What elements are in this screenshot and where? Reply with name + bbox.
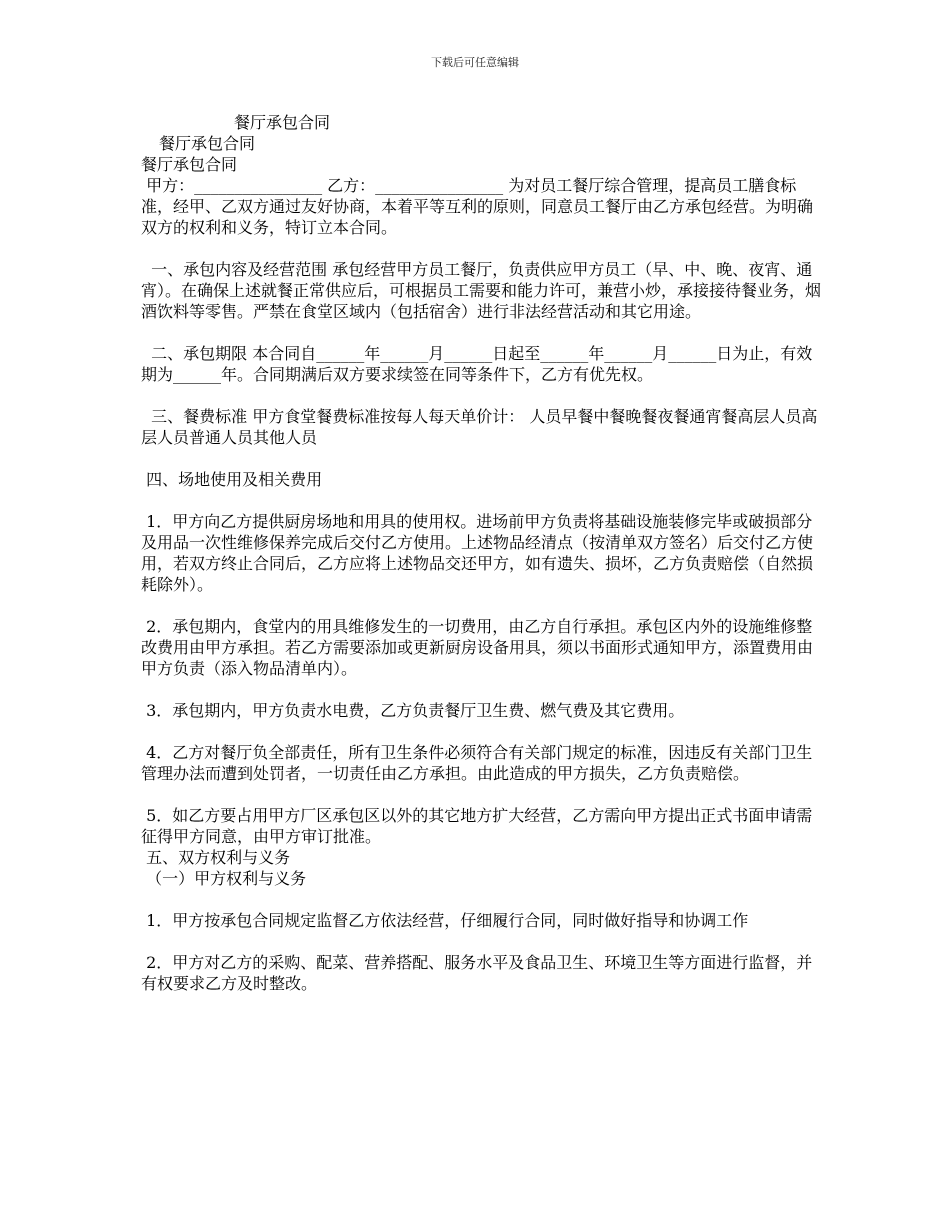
section-5a-item-1: 1．甲方按承包合同规定监督乙方依法经营，仔细履行合同，同时做好指导和协调工作: [141, 911, 749, 930]
page-header-note: 下载后可任意编辑: [431, 56, 519, 69]
section-3-paragraph: 三、餐费标准 甲方食堂餐费标准按每人每天单价计： 人员早餐中餐晚餐夜餐通宵餐高层人员高层人员普通人员其他人员: [141, 407, 818, 447]
section-4-item-3: 3．承包期内，甲方负责水电费，乙方负责餐厅卫生费、燃气费及其它费用。: [141, 701, 685, 720]
section-4-item-5: 5．如乙方要占用甲方厂区承包区以外的其它地方扩大经营，乙方需向甲方提出正式书面申请需征得甲方同意，由甲方审订批准。: [141, 806, 813, 846]
section-4-heading: 四、场地使用及相关费用: [141, 470, 323, 489]
section-1-paragraph: 一、承包内容及经营范围 承包经营甲方员工餐厅，负责供应甲方员工（早、中、晚、夜宵、通宵）。在确保上述就餐正常供应后，可根据员工需要和能力许可，兼营小炒，承接接待餐业务，烟酒饮料等零售。严禁在食堂区域内（包括宿舍）进行非法经营活动和其它用途。: [141, 260, 822, 321]
section-5a-heading: （一）甲方权利与义务: [141, 869, 307, 888]
section-4-item-1: 1．甲方向乙方提供厨房场地和用具的使用权。进场前甲方负责将基础设施装修完毕或破损部分及用品一次性维修保养完成后交付乙方使用。上述物品经清点（按清单双方签名）后交付乙方使用，若双方终止合同后，乙方应将上述物品交还甲方，如有遗失、损坏，乙方负责赔偿（自然损耗除外）。: [141, 512, 814, 594]
section-4-item-2: 2．承包期内，食堂内的用具维修发生的一切费用，由乙方自行承担。承包区内外的设施维修整改费用由甲方承担。若乙方需要添加或更新厨房设备用具，须以书面形式通知甲方，添置费用由甲方负责（添入物品清单内）。: [141, 617, 814, 678]
section-2-paragraph: 二、承包期限 本合同自______年______月______日起至______年______月______日为止，有效期为______年。合同期满后双方要求续签在同等条件下，乙方有优先权。: [141, 344, 813, 384]
section-4-item-4: 4．乙方对餐厅负全部责任，所有卫生条件必须符合有关部门规定的标准，因违反有关部门卫生管理办法而遭到处罚者，一切责任由乙方承担。由此造成的甲方损失，乙方负责赔偿。: [141, 743, 813, 783]
doc-subtitle: 餐厅承包合同: [159, 134, 256, 153]
section-5a-item-2: 2．甲方对乙方的采购、配菜、营养搭配、服务水平及食品卫生、环境卫生等方面进行监督，并有权要求乙方及时整改。: [141, 953, 813, 993]
section-5-heading: 五、双方权利与义务: [141, 848, 291, 867]
contract-body: [141, 112, 821, 994]
doc-subtitle-repeat: 餐厅承包合同: [141, 155, 238, 174]
parties-paragraph: 甲方：________________ 乙方：________________ 为对员工餐厅综合管理，提高员工膳食标准，经甲、乙双方通过友好协商，本着平等互利的原则，同意员工餐厅由乙方承包经营。为明确双方的权利和义务，特订立本合同。: [141, 176, 814, 237]
doc-title: 餐厅承包合同: [234, 113, 331, 132]
